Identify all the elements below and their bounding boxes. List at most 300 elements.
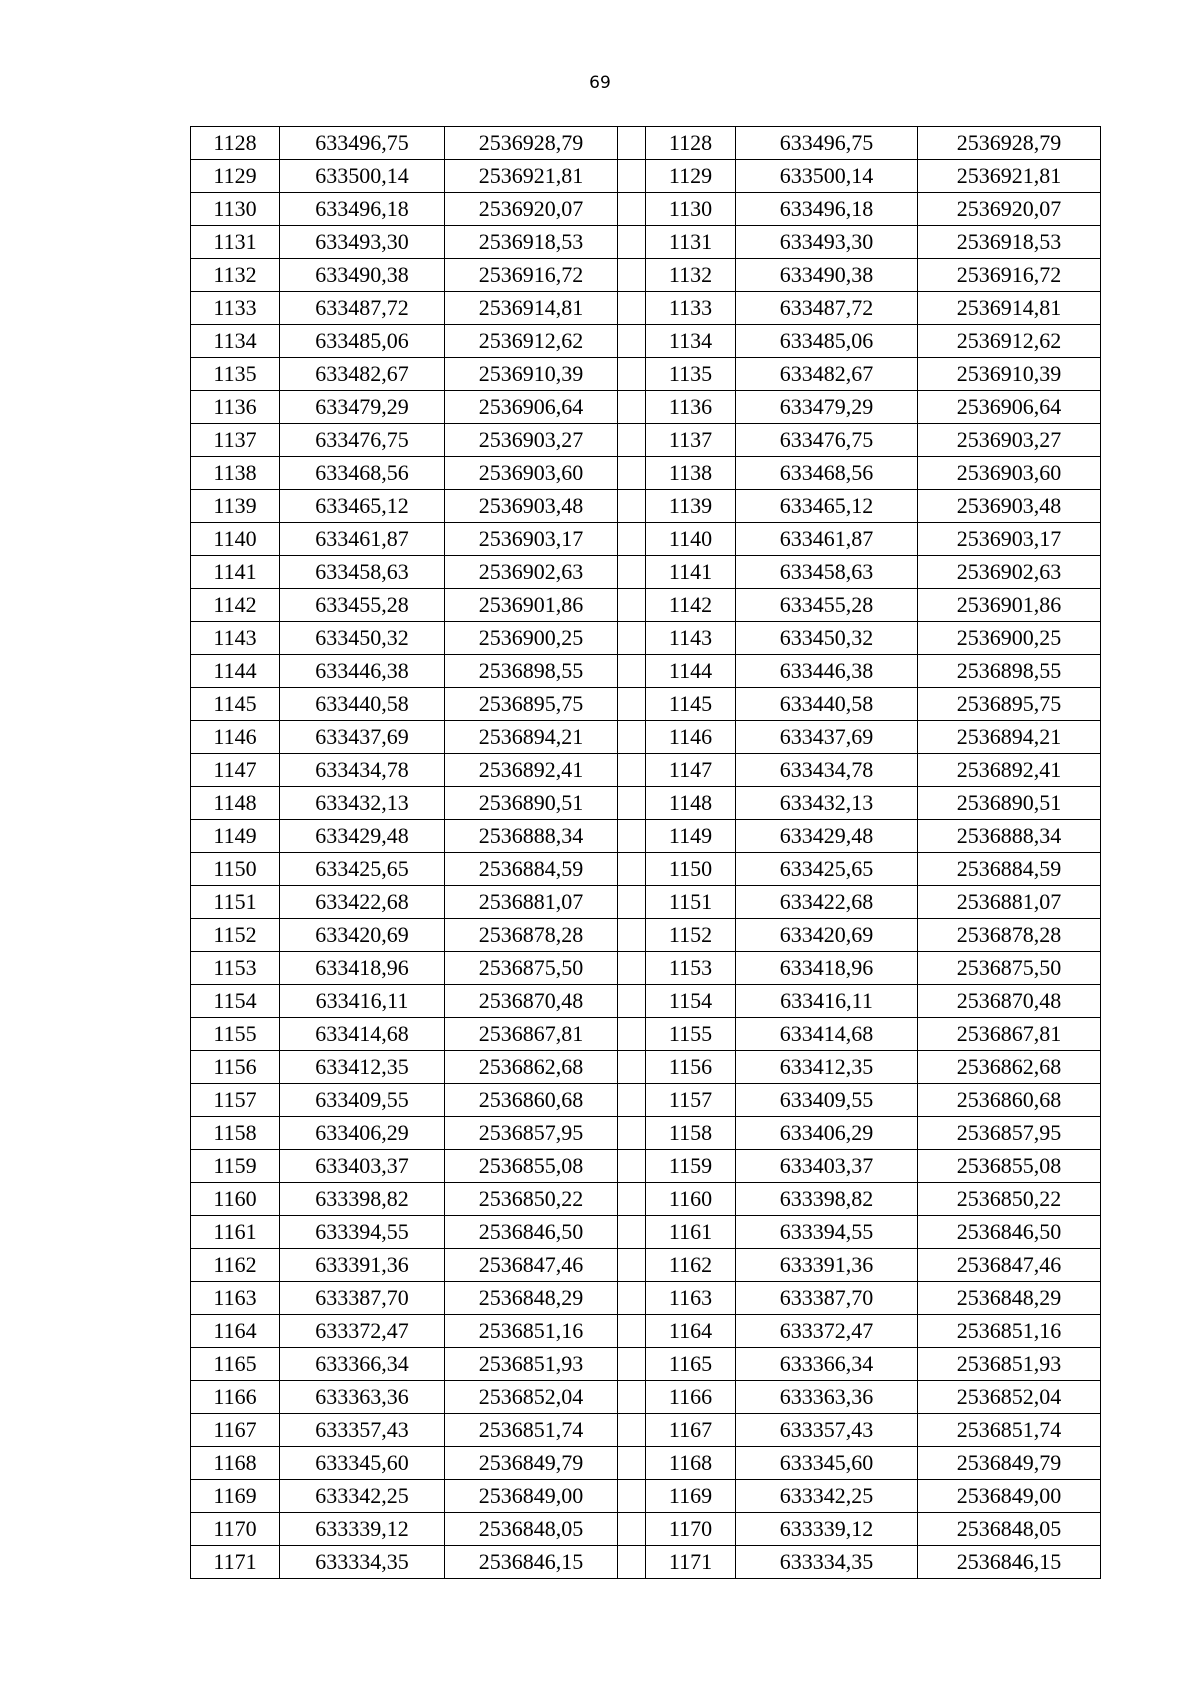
y-coordinate-cell-2: 2536903,27	[918, 424, 1101, 457]
x-coordinate-cell: 633425,65	[280, 853, 445, 886]
spacer-cell	[618, 952, 646, 985]
table-row	[191, 424, 1101, 457]
point-number-cell: 1162	[191, 1249, 280, 1282]
y-coordinate-cell-2: 2536906,64	[918, 391, 1101, 424]
point-number-cell-2: 1152	[646, 919, 736, 952]
spacer-cell	[618, 1480, 646, 1513]
y-coordinate-cell-2: 2536855,08	[918, 1150, 1101, 1183]
table-row	[191, 325, 1101, 358]
x-coordinate-cell: 633434,78	[280, 754, 445, 787]
x-coordinate-cell-2: 633394,55	[736, 1216, 918, 1249]
spacer-cell	[618, 1513, 646, 1546]
y-coordinate-cell: 2536884,59	[445, 853, 618, 886]
point-number-cell: 1160	[191, 1183, 280, 1216]
y-coordinate-cell: 2536846,15	[445, 1546, 618, 1579]
point-number-cell: 1167	[191, 1414, 280, 1447]
x-coordinate-cell-2: 633406,29	[736, 1117, 918, 1150]
y-coordinate-cell-2: 2536888,34	[918, 820, 1101, 853]
y-coordinate-cell-2: 2536847,46	[918, 1249, 1101, 1282]
x-coordinate-cell-2: 633391,36	[736, 1249, 918, 1282]
spacer-cell	[618, 1249, 646, 1282]
y-coordinate-cell: 2536900,25	[445, 622, 618, 655]
point-number-cell-2: 1138	[646, 457, 736, 490]
x-coordinate-cell-2: 633461,87	[736, 523, 918, 556]
y-coordinate-cell: 2536906,64	[445, 391, 618, 424]
x-coordinate-cell-2: 633450,32	[736, 622, 918, 655]
table-row	[191, 787, 1101, 820]
spacer-cell	[618, 787, 646, 820]
y-coordinate-cell: 2536902,63	[445, 556, 618, 589]
point-number-cell-2: 1154	[646, 985, 736, 1018]
y-coordinate-cell: 2536857,95	[445, 1117, 618, 1150]
table-row	[191, 1117, 1101, 1150]
y-coordinate-cell-2: 2536894,21	[918, 721, 1101, 754]
point-number-cell: 1143	[191, 622, 280, 655]
x-coordinate-cell-2: 633420,69	[736, 919, 918, 952]
spacer-cell	[618, 886, 646, 919]
y-coordinate-cell: 2536903,17	[445, 523, 618, 556]
x-coordinate-cell: 633414,68	[280, 1018, 445, 1051]
y-coordinate-cell-2: 2536903,60	[918, 457, 1101, 490]
table-row	[191, 556, 1101, 589]
point-number-cell: 1136	[191, 391, 280, 424]
point-number-cell-2: 1151	[646, 886, 736, 919]
x-coordinate-cell: 633339,12	[280, 1513, 445, 1546]
y-coordinate-cell: 2536860,68	[445, 1084, 618, 1117]
table-row	[191, 589, 1101, 622]
point-number-cell-2: 1161	[646, 1216, 736, 1249]
table-row	[191, 1216, 1101, 1249]
x-coordinate-cell: 633496,18	[280, 193, 445, 226]
table-row	[191, 1513, 1101, 1546]
x-coordinate-cell: 633334,35	[280, 1546, 445, 1579]
y-coordinate-cell: 2536928,79	[445, 127, 618, 160]
y-coordinate-cell: 2536903,27	[445, 424, 618, 457]
y-coordinate-cell-2: 2536851,16	[918, 1315, 1101, 1348]
spacer-cell	[618, 721, 646, 754]
spacer-cell	[618, 820, 646, 853]
y-coordinate-cell-2: 2536901,86	[918, 589, 1101, 622]
point-number-cell: 1155	[191, 1018, 280, 1051]
point-number-cell: 1150	[191, 853, 280, 886]
spacer-cell	[618, 160, 646, 193]
x-coordinate-cell: 633409,55	[280, 1084, 445, 1117]
table-row	[191, 259, 1101, 292]
y-coordinate-cell-2: 2536910,39	[918, 358, 1101, 391]
table-row	[191, 1447, 1101, 1480]
table-row	[191, 622, 1101, 655]
x-coordinate-cell-2: 633429,48	[736, 820, 918, 853]
point-number-cell-2: 1131	[646, 226, 736, 259]
point-number-cell-2: 1162	[646, 1249, 736, 1282]
spacer-cell	[618, 1051, 646, 1084]
x-coordinate-cell: 633416,11	[280, 985, 445, 1018]
table-row	[191, 820, 1101, 853]
point-number-cell-2: 1156	[646, 1051, 736, 1084]
x-coordinate-cell: 633363,36	[280, 1381, 445, 1414]
x-coordinate-cell-2: 633418,96	[736, 952, 918, 985]
x-coordinate-cell-2: 633363,36	[736, 1381, 918, 1414]
x-coordinate-cell: 633465,12	[280, 490, 445, 523]
y-coordinate-cell: 2536918,53	[445, 226, 618, 259]
y-coordinate-cell-2: 2536928,79	[918, 127, 1101, 160]
table-row	[191, 160, 1101, 193]
x-coordinate-cell: 633476,75	[280, 424, 445, 457]
spacer-cell	[618, 1150, 646, 1183]
point-number-cell-2: 1135	[646, 358, 736, 391]
point-number-cell: 1140	[191, 523, 280, 556]
table-row	[191, 1018, 1101, 1051]
point-number-cell-2: 1149	[646, 820, 736, 853]
point-number-cell: 1137	[191, 424, 280, 457]
point-number-cell-2: 1129	[646, 160, 736, 193]
y-coordinate-cell: 2536850,22	[445, 1183, 618, 1216]
spacer-cell	[618, 391, 646, 424]
point-number-cell-2: 1159	[646, 1150, 736, 1183]
point-number-cell-2: 1147	[646, 754, 736, 787]
y-coordinate-cell: 2536852,04	[445, 1381, 618, 1414]
y-coordinate-cell: 2536855,08	[445, 1150, 618, 1183]
point-number-cell: 1146	[191, 721, 280, 754]
x-coordinate-cell-2: 633334,35	[736, 1546, 918, 1579]
point-number-cell: 1131	[191, 226, 280, 259]
point-number-cell-2: 1142	[646, 589, 736, 622]
x-coordinate-cell: 633345,60	[280, 1447, 445, 1480]
spacer-cell	[618, 457, 646, 490]
table-row	[191, 1348, 1101, 1381]
x-coordinate-cell: 633496,75	[280, 127, 445, 160]
point-number-cell: 1169	[191, 1480, 280, 1513]
y-coordinate-cell: 2536862,68	[445, 1051, 618, 1084]
x-coordinate-cell: 633429,48	[280, 820, 445, 853]
x-coordinate-cell-2: 633500,14	[736, 160, 918, 193]
point-number-cell-2: 1136	[646, 391, 736, 424]
y-coordinate-cell: 2536848,05	[445, 1513, 618, 1546]
x-coordinate-cell: 633394,55	[280, 1216, 445, 1249]
y-coordinate-cell-2: 2536862,68	[918, 1051, 1101, 1084]
y-coordinate-cell: 2536849,00	[445, 1480, 618, 1513]
point-number-cell: 1156	[191, 1051, 280, 1084]
x-coordinate-cell: 633487,72	[280, 292, 445, 325]
point-number-cell-2: 1155	[646, 1018, 736, 1051]
x-coordinate-cell-2: 633496,75	[736, 127, 918, 160]
table-row	[191, 1150, 1101, 1183]
spacer-cell	[618, 919, 646, 952]
point-number-cell-2: 1133	[646, 292, 736, 325]
y-coordinate-cell: 2536849,79	[445, 1447, 618, 1480]
table-row	[191, 193, 1101, 226]
y-coordinate-cell: 2536901,86	[445, 589, 618, 622]
table-row	[191, 1480, 1101, 1513]
point-number-cell-2: 1140	[646, 523, 736, 556]
x-coordinate-cell: 633440,58	[280, 688, 445, 721]
x-coordinate-cell-2: 633414,68	[736, 1018, 918, 1051]
point-number-cell-2: 1170	[646, 1513, 736, 1546]
y-coordinate-cell: 2536912,62	[445, 325, 618, 358]
point-number-cell: 1144	[191, 655, 280, 688]
point-number-cell: 1166	[191, 1381, 280, 1414]
table-row	[191, 919, 1101, 952]
y-coordinate-cell-2: 2536860,68	[918, 1084, 1101, 1117]
table-row	[191, 1282, 1101, 1315]
y-coordinate-cell: 2536867,81	[445, 1018, 618, 1051]
point-number-cell-2: 1130	[646, 193, 736, 226]
point-number-cell-2: 1165	[646, 1348, 736, 1381]
y-coordinate-cell-2: 2536890,51	[918, 787, 1101, 820]
x-coordinate-cell-2: 633479,29	[736, 391, 918, 424]
table-row	[191, 1249, 1101, 1282]
x-coordinate-cell: 633342,25	[280, 1480, 445, 1513]
point-number-cell: 1163	[191, 1282, 280, 1315]
x-coordinate-cell-2: 633416,11	[736, 985, 918, 1018]
y-coordinate-cell-2: 2536903,48	[918, 490, 1101, 523]
spacer-cell	[618, 127, 646, 160]
y-coordinate-cell-2: 2536892,41	[918, 754, 1101, 787]
y-coordinate-cell: 2536894,21	[445, 721, 618, 754]
spacer-cell	[618, 1546, 646, 1579]
point-number-cell-2: 1153	[646, 952, 736, 985]
y-coordinate-cell-2: 2536851,93	[918, 1348, 1101, 1381]
x-coordinate-cell: 633372,47	[280, 1315, 445, 1348]
y-coordinate-cell-2: 2536846,15	[918, 1546, 1101, 1579]
point-number-cell-2: 1128	[646, 127, 736, 160]
point-number-cell: 1149	[191, 820, 280, 853]
y-coordinate-cell-2: 2536903,17	[918, 523, 1101, 556]
x-coordinate-cell-2: 633425,65	[736, 853, 918, 886]
y-coordinate-cell-2: 2536921,81	[918, 160, 1101, 193]
table-row	[191, 457, 1101, 490]
spacer-cell	[618, 226, 646, 259]
x-coordinate-cell-2: 633485,06	[736, 325, 918, 358]
x-coordinate-cell: 633461,87	[280, 523, 445, 556]
table-row	[191, 1414, 1101, 1447]
point-number-cell: 1171	[191, 1546, 280, 1579]
spacer-cell	[618, 1183, 646, 1216]
y-coordinate-cell: 2536903,60	[445, 457, 618, 490]
point-number-cell: 1134	[191, 325, 280, 358]
point-number-cell-2: 1158	[646, 1117, 736, 1150]
point-number-cell: 1159	[191, 1150, 280, 1183]
x-coordinate-cell: 633500,14	[280, 160, 445, 193]
x-coordinate-cell: 633482,67	[280, 358, 445, 391]
x-coordinate-cell-2: 633455,28	[736, 589, 918, 622]
y-coordinate-cell-2: 2536848,05	[918, 1513, 1101, 1546]
point-number-cell: 1165	[191, 1348, 280, 1381]
spacer-cell	[618, 688, 646, 721]
table-row	[191, 1051, 1101, 1084]
x-coordinate-cell-2: 633458,63	[736, 556, 918, 589]
point-number-cell-2: 1137	[646, 424, 736, 457]
x-coordinate-cell-2: 633412,35	[736, 1051, 918, 1084]
x-coordinate-cell-2: 633434,78	[736, 754, 918, 787]
point-number-cell-2: 1148	[646, 787, 736, 820]
y-coordinate-cell-2: 2536870,48	[918, 985, 1101, 1018]
x-coordinate-cell-2: 633487,72	[736, 292, 918, 325]
point-number-cell-2: 1141	[646, 556, 736, 589]
x-coordinate-cell-2: 633342,25	[736, 1480, 918, 1513]
point-number-cell: 1170	[191, 1513, 280, 1546]
point-number-cell: 1129	[191, 160, 280, 193]
spacer-cell	[618, 589, 646, 622]
y-coordinate-cell-2: 2536875,50	[918, 952, 1101, 985]
x-coordinate-cell-2: 633398,82	[736, 1183, 918, 1216]
point-number-cell: 1132	[191, 259, 280, 292]
point-number-cell-2: 1163	[646, 1282, 736, 1315]
point-number-cell-2: 1169	[646, 1480, 736, 1513]
point-number-cell: 1157	[191, 1084, 280, 1117]
y-coordinate-cell-2: 2536857,95	[918, 1117, 1101, 1150]
spacer-cell	[618, 754, 646, 787]
y-coordinate-cell: 2536892,41	[445, 754, 618, 787]
y-coordinate-cell-2: 2536850,22	[918, 1183, 1101, 1216]
point-number-cell: 1145	[191, 688, 280, 721]
x-coordinate-cell-2: 633490,38	[736, 259, 918, 292]
x-coordinate-cell: 633357,43	[280, 1414, 445, 1447]
x-coordinate-cell: 633387,70	[280, 1282, 445, 1315]
x-coordinate-cell: 633391,36	[280, 1249, 445, 1282]
y-coordinate-cell: 2536847,46	[445, 1249, 618, 1282]
y-coordinate-cell-2: 2536916,72	[918, 259, 1101, 292]
x-coordinate-cell-2: 633372,47	[736, 1315, 918, 1348]
point-number-cell: 1138	[191, 457, 280, 490]
table-row	[191, 127, 1101, 160]
y-coordinate-cell: 2536881,07	[445, 886, 618, 919]
x-coordinate-cell: 633403,37	[280, 1150, 445, 1183]
table-row	[191, 226, 1101, 259]
spacer-cell	[618, 523, 646, 556]
table-row	[191, 1084, 1101, 1117]
x-coordinate-cell-2: 633476,75	[736, 424, 918, 457]
x-coordinate-cell-2: 633465,12	[736, 490, 918, 523]
point-number-cell: 1141	[191, 556, 280, 589]
y-coordinate-cell-2: 2536898,55	[918, 655, 1101, 688]
x-coordinate-cell: 633432,13	[280, 787, 445, 820]
table-row	[191, 655, 1101, 688]
point-number-cell: 1158	[191, 1117, 280, 1150]
x-coordinate-cell: 633479,29	[280, 391, 445, 424]
y-coordinate-cell: 2536848,29	[445, 1282, 618, 1315]
x-coordinate-cell: 633366,34	[280, 1348, 445, 1381]
x-coordinate-cell: 633398,82	[280, 1183, 445, 1216]
spacer-cell	[618, 292, 646, 325]
spacer-cell	[618, 1282, 646, 1315]
y-coordinate-cell: 2536895,75	[445, 688, 618, 721]
point-number-cell: 1147	[191, 754, 280, 787]
table-row	[191, 292, 1101, 325]
point-number-cell: 1130	[191, 193, 280, 226]
point-number-cell: 1151	[191, 886, 280, 919]
spacer-cell	[618, 1348, 646, 1381]
point-number-cell: 1128	[191, 127, 280, 160]
spacer-cell	[618, 1447, 646, 1480]
spacer-cell	[618, 193, 646, 226]
y-coordinate-cell-2: 2536918,53	[918, 226, 1101, 259]
y-coordinate-cell-2: 2536878,28	[918, 919, 1101, 952]
x-coordinate-cell-2: 633422,68	[736, 886, 918, 919]
point-number-cell-2: 1139	[646, 490, 736, 523]
point-number-cell: 1154	[191, 985, 280, 1018]
point-number-cell-2: 1134	[646, 325, 736, 358]
point-number-cell-2: 1132	[646, 259, 736, 292]
y-coordinate-cell-2: 2536846,50	[918, 1216, 1101, 1249]
x-coordinate-cell-2: 633440,58	[736, 688, 918, 721]
point-number-cell-2: 1145	[646, 688, 736, 721]
y-coordinate-cell-2: 2536920,07	[918, 193, 1101, 226]
point-number-cell-2: 1164	[646, 1315, 736, 1348]
x-coordinate-cell: 633422,68	[280, 886, 445, 919]
y-coordinate-cell-2: 2536912,62	[918, 325, 1101, 358]
x-coordinate-cell: 633446,38	[280, 655, 445, 688]
spacer-cell	[618, 424, 646, 457]
point-number-cell-2: 1150	[646, 853, 736, 886]
x-coordinate-cell-2: 633496,18	[736, 193, 918, 226]
x-coordinate-cell-2: 633409,55	[736, 1084, 918, 1117]
x-coordinate-cell: 633420,69	[280, 919, 445, 952]
table-row	[191, 391, 1101, 424]
y-coordinate-cell-2: 2536895,75	[918, 688, 1101, 721]
spacer-cell	[618, 1315, 646, 1348]
x-coordinate-cell: 633458,63	[280, 556, 445, 589]
x-coordinate-cell-2: 633432,13	[736, 787, 918, 820]
y-coordinate-cell: 2536888,34	[445, 820, 618, 853]
point-number-cell-2: 1143	[646, 622, 736, 655]
x-coordinate-cell: 633493,30	[280, 226, 445, 259]
y-coordinate-cell-2: 2536867,81	[918, 1018, 1101, 1051]
y-coordinate-cell-2: 2536914,81	[918, 292, 1101, 325]
page-number: 69	[589, 73, 611, 93]
x-coordinate-cell: 633450,32	[280, 622, 445, 655]
point-number-cell-2: 1167	[646, 1414, 736, 1447]
y-coordinate-cell-2: 2536851,74	[918, 1414, 1101, 1447]
y-coordinate-cell: 2536914,81	[445, 292, 618, 325]
point-number-cell-2: 1171	[646, 1546, 736, 1579]
point-number-cell: 1139	[191, 490, 280, 523]
x-coordinate-cell: 633468,56	[280, 457, 445, 490]
y-coordinate-cell-2: 2536902,63	[918, 556, 1101, 589]
point-number-cell: 1142	[191, 589, 280, 622]
table-row	[191, 886, 1101, 919]
coordinates-table	[190, 126, 1101, 1579]
point-number-cell-2: 1146	[646, 721, 736, 754]
y-coordinate-cell: 2536898,55	[445, 655, 618, 688]
spacer-cell	[618, 556, 646, 589]
x-coordinate-cell-2: 633366,34	[736, 1348, 918, 1381]
spacer-cell	[618, 325, 646, 358]
table-row	[191, 358, 1101, 391]
point-number-cell: 1164	[191, 1315, 280, 1348]
y-coordinate-cell: 2536851,74	[445, 1414, 618, 1447]
x-coordinate-cell-2: 633482,67	[736, 358, 918, 391]
point-number-cell: 1135	[191, 358, 280, 391]
x-coordinate-cell: 633485,06	[280, 325, 445, 358]
spacer-cell	[618, 1216, 646, 1249]
x-coordinate-cell-2: 633446,38	[736, 655, 918, 688]
x-coordinate-cell-2: 633493,30	[736, 226, 918, 259]
x-coordinate-cell-2: 633357,43	[736, 1414, 918, 1447]
x-coordinate-cell: 633490,38	[280, 259, 445, 292]
table-row	[191, 1315, 1101, 1348]
spacer-cell	[618, 655, 646, 688]
y-coordinate-cell-2: 2536848,29	[918, 1282, 1101, 1315]
x-coordinate-cell: 633455,28	[280, 589, 445, 622]
table-row	[191, 1546, 1101, 1579]
point-number-cell-2: 1168	[646, 1447, 736, 1480]
x-coordinate-cell-2: 633403,37	[736, 1150, 918, 1183]
point-number-cell: 1161	[191, 1216, 280, 1249]
spacer-cell	[618, 1117, 646, 1150]
y-coordinate-cell: 2536846,50	[445, 1216, 618, 1249]
y-coordinate-cell-2: 2536900,25	[918, 622, 1101, 655]
